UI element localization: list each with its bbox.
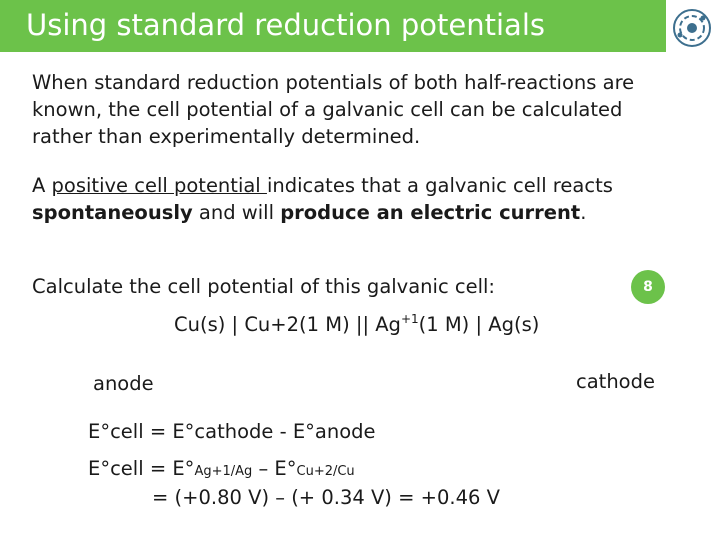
para2-text: . xyxy=(580,201,587,224)
spontaneity-paragraph xyxy=(32,172,692,226)
ag-half-reaction-subscript: Ag+1/Ag xyxy=(194,464,253,479)
para2-text: A xyxy=(32,174,52,197)
eq2-part: – E° xyxy=(252,457,297,480)
cell-notation-left: Cu(s) | Cu+2(1 M) || Ag xyxy=(174,313,401,336)
atom-orbit-icon xyxy=(672,8,712,48)
cell-potential-result: = (+0.80 V) – (+ 0.34 V) = +0.46 V xyxy=(152,486,500,509)
eq2-part: E°cell = E° xyxy=(88,457,195,480)
title-bar xyxy=(0,0,666,52)
positive-cell-potential-term: positive cell potential xyxy=(51,174,267,197)
cell-potential-substitution xyxy=(88,457,355,480)
electric-current-term: produce an electric current xyxy=(280,201,581,224)
problem-prompt: Calculate the cell potential of this galvanic cell: xyxy=(32,275,495,298)
cathode-label: cathode xyxy=(576,370,655,393)
slide-number-badge: 8 xyxy=(631,270,665,304)
spontaneously-term: spontaneously xyxy=(32,201,193,224)
cell-potential-formula: E°cell = E°cathode - E°anode xyxy=(88,420,376,443)
anode-label: anode xyxy=(93,372,154,395)
ag-charge: +1 xyxy=(400,312,419,326)
cell-notation xyxy=(174,312,539,336)
intro-paragraph: When standard reduction potentials of both half-reactions are known, the cell potential of a galvanic cell can be calculated rather than experimentally determined. xyxy=(32,71,635,148)
para2-text: indicates that a galvanic cell reacts xyxy=(266,174,613,197)
slide-title: Using standard reduction potentials xyxy=(26,8,545,42)
cu-half-reaction-subscript: Cu+2/Cu xyxy=(296,464,355,479)
cell-notation-right: (1 M) | Ag(s) xyxy=(418,313,540,336)
para2-text: and will xyxy=(192,201,281,224)
